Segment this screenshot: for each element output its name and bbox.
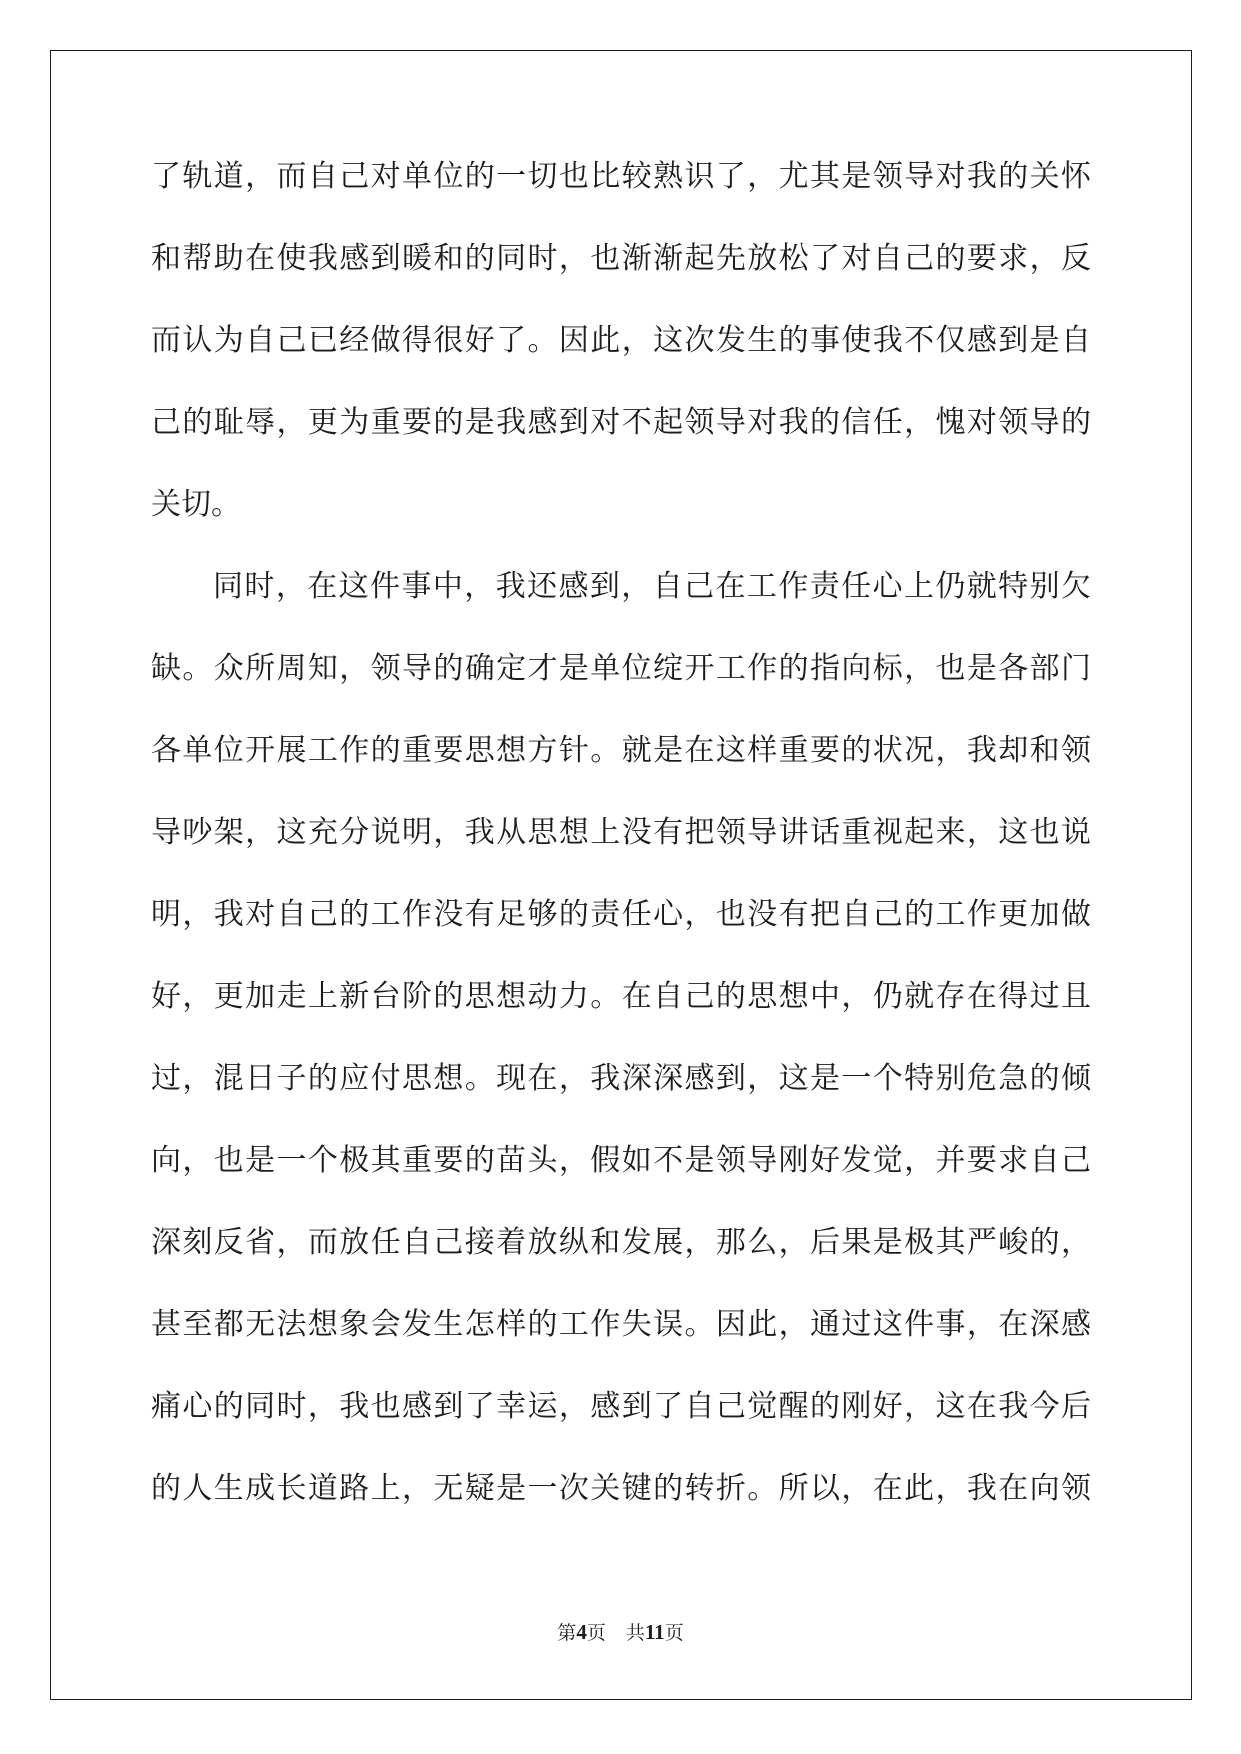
- text-line: 缺。众所周知，领导的确定才是单位绽开工作的指向标，也是各部门: [151, 651, 1091, 686]
- text-line: 的人生成长道路上，无疑是一次关键的转折。所以，在此，我在向领: [151, 1471, 1091, 1506]
- text-line: 和帮助在使我感到暖和的同时，也渐渐起先放松了对自己的要求，反: [151, 241, 1091, 276]
- document-body: [151, 157, 1091, 1551]
- text-line: 而认为自己已经做得很好了。因此，这次发生的事使我不仅感到是自: [151, 323, 1091, 358]
- page-suffix: 页: [586, 1622, 606, 1644]
- page-prefix: 第: [557, 1622, 577, 1644]
- text-line: 了轨道，而自己对单位的一切也比较熟识了，尤其是领导对我的关怀: [151, 159, 1091, 194]
- page-footer: [0, 1618, 1241, 1645]
- text-line: 导吵架，这充分说明，我从思想上没有把领导讲话重视起来，这也说: [151, 815, 1091, 850]
- text-line: 甚至都无法想象会发生怎样的工作失误。因此，通过这件事，在深感: [151, 1307, 1091, 1342]
- text-line: 关切。: [151, 487, 241, 522]
- text-line: 深刻反省，而放任自己接着放纵和发展，那么，后果是极其严峻的，: [151, 1225, 1091, 1260]
- text-line: 过，混日子的应付思想。现在，我深深感到，这是一个特别危急的倾: [151, 1061, 1091, 1096]
- total-pages: 11: [644, 1620, 665, 1644]
- text-line: 痛心的同时，我也感到了幸运，感到了自己觉醒的刚好，这在我今后: [151, 1389, 1091, 1424]
- total-suffix: 页: [664, 1622, 684, 1644]
- text-line: 己的耻辱，更为重要的是我感到对不起领导对我的信任，愧对领导的: [151, 405, 1091, 440]
- total-prefix: 共: [625, 1622, 645, 1644]
- text-line: 向，也是一个极其重要的苗头，假如不是领导刚好发觉，并要求自己: [151, 1143, 1091, 1178]
- text-line: 各单位开展工作的重要思想方针。就是在这样重要的状况，我却和领: [151, 733, 1091, 768]
- text-line: 好，更加走上新台阶的思想动力。在自己的思想中，仍就存在得过且: [151, 979, 1091, 1014]
- page-number: 4: [576, 1620, 587, 1644]
- paragraph-first-line: 同时，在这件事中，我还感到，自己在工作责任心上仍就特别欠: [213, 569, 1091, 604]
- text-line: 明，我对自己的工作没有足够的责任心，也没有把自己的工作更加做: [151, 897, 1091, 932]
